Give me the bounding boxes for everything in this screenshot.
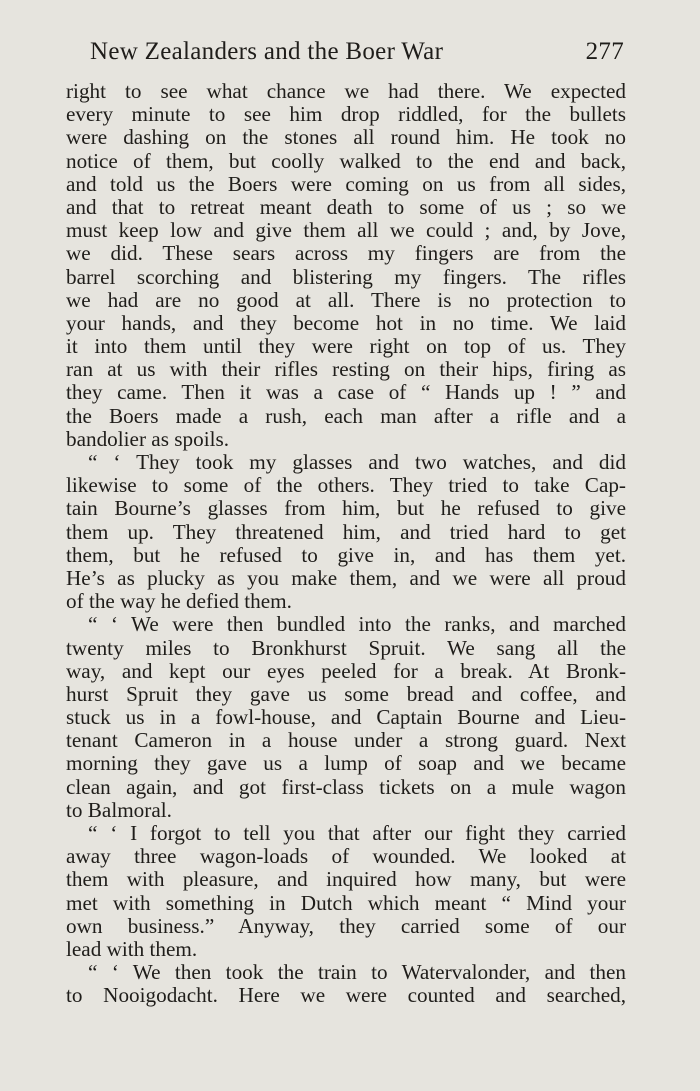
text-line: hurst Spruit they gave us some bread and coffee, and (66, 681, 626, 706)
text-line: way, and kept our eyes peeled for a break. At Bronk- (66, 658, 626, 683)
text-line: right to see what chance we had there. We expected (66, 79, 626, 103)
text-line: we did. These sears across my fingers are from the (66, 241, 626, 266)
text-line: the Boers made a rush, each man after a rifle and a (66, 403, 626, 428)
text-line: He’s as plucky as you make them, and we were all proud (66, 565, 626, 590)
running-title: New Zealanders and the Boer War (90, 38, 444, 65)
text-line: “ ‘ I forgot to tell you that after our fight they carried (88, 821, 626, 845)
text-line: “ ‘ We then took the train to Watervalonder, and then (88, 960, 626, 985)
text-line: them up. They threatened him, and tried hard to get (66, 519, 626, 544)
text-line: and told us the Boers were coming on us from all sides, (66, 171, 626, 196)
text-line: it into them until they were right on top of us. They (66, 334, 626, 359)
text-line: own business.” Anyway, they carried some of our (66, 913, 626, 938)
text-line: barrel scorching and blistering my fingers. The rifles (66, 264, 626, 289)
text-line: them, but he refused to give in, and has them yet. (66, 542, 626, 567)
text-line: likewise to some of the others. They tried to take Cap- (66, 473, 626, 498)
text-line: twenty miles to Bronkhurst Spruit. We sang all the (66, 635, 626, 660)
text-line: “ ‘ We were then bundled into the ranks, and marched (88, 612, 626, 637)
text-line: tain Bourne’s glasses from him, but he refused to give (66, 496, 626, 521)
text-line: them with pleasure, and inquired how many, but were (66, 867, 626, 892)
text-line: every minute to see him drop riddled, for the bullets (66, 102, 626, 127)
text-line: away three wagon-loads of wounded. We looked at (66, 844, 626, 869)
text-line: lead with them. (66, 936, 198, 961)
text-line: to Balmoral. (66, 797, 172, 822)
text-line: clean again, and got first-class tickets on a mule wagon (66, 774, 626, 799)
text-line: they came. Then it was a case of “ Hands up ! ” and (66, 380, 626, 405)
text-line: ran at us with their rifles resting on their hips, firing as (66, 357, 626, 382)
text-line: your hands, and they become hot in no time. We laid (66, 310, 626, 335)
text-line: met with something in Dutch which meant “ Mind your (66, 890, 626, 915)
text-line: “ ‘ They took my glasses and two watches, and did (88, 450, 626, 474)
text-line: and that to retreat meant death to some of us ; so we (66, 194, 626, 219)
text-line: were dashing on the stones all round him. He took no (66, 125, 626, 150)
text-line: we had are no good at all. There is no protection to (66, 287, 626, 312)
text-line: bandolier as spoils. (66, 426, 230, 451)
page-number: 277 (585, 38, 624, 65)
text-line: must keep low and give them all we could ; and, by Jove, (66, 218, 626, 243)
text-line: tenant Cameron in a house under a strong guard. Next (66, 728, 626, 753)
body-text (66, 80, 626, 1008)
text-line: notice of them, but coolly walked to the end and back, (66, 148, 626, 173)
running-header (90, 38, 630, 72)
text-line: to Nooigodacht. Here we were counted and searched, (66, 983, 626, 1008)
text-line: stuck us in a fowl-house, and Captain Bourne and Lieu- (66, 705, 626, 730)
text-line: morning they gave us a lump of soap and we became (66, 751, 626, 776)
text-line: of the way he defied them. (66, 589, 292, 614)
